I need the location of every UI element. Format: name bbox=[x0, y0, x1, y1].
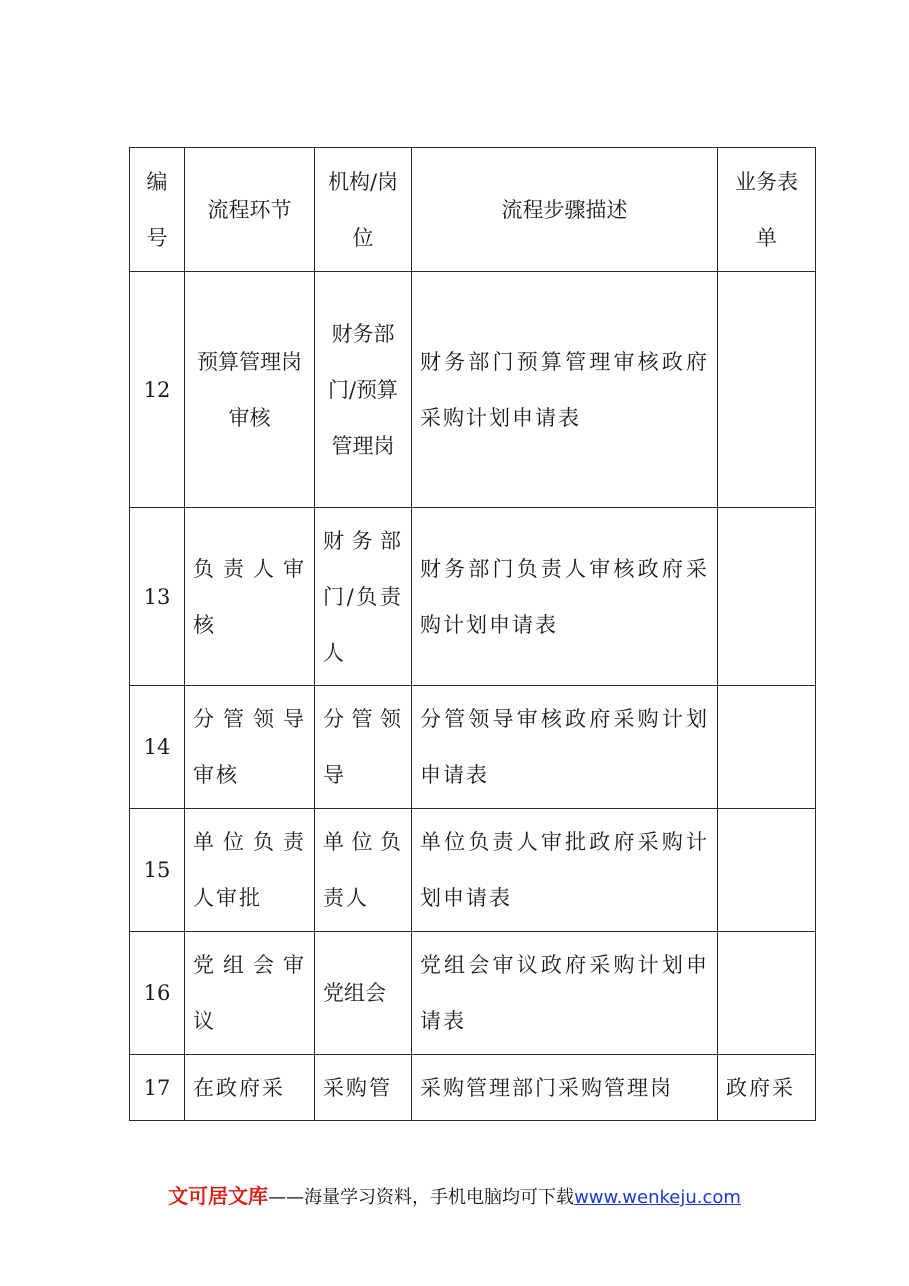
table-row bbox=[130, 809, 816, 932]
row-form bbox=[718, 508, 816, 686]
row-form bbox=[718, 272, 816, 508]
table-row bbox=[130, 272, 816, 508]
brand-name: 文可居文库 bbox=[168, 1184, 269, 1208]
row-description: 单位负责人审批政府采购计划申请表 bbox=[412, 809, 718, 932]
table-row bbox=[130, 686, 816, 809]
row-description: 财务部门预算管理审核政府采购计划申请表 bbox=[412, 272, 718, 508]
row-step: 分管领导审核 bbox=[185, 686, 315, 809]
header-number: 编号 bbox=[130, 148, 185, 272]
row-form-text: 政府采 bbox=[726, 1075, 795, 1100]
row-step: 党组会审议 bbox=[185, 932, 315, 1055]
row-number: 14 bbox=[130, 686, 185, 809]
table-row bbox=[130, 1055, 816, 1121]
row-number: 15 bbox=[130, 809, 185, 932]
row-number: 17 bbox=[130, 1055, 185, 1121]
row-org: 党组会 bbox=[315, 932, 412, 1055]
header-process-step: 流程环节 bbox=[185, 148, 315, 272]
row-step: 单位负责人审批 bbox=[185, 809, 315, 932]
row-form bbox=[718, 809, 816, 932]
row-step: 预算管理岗审核 bbox=[185, 272, 315, 508]
table-header-row bbox=[130, 148, 816, 272]
row-step bbox=[185, 1055, 315, 1121]
row-step: 负责人审核 bbox=[185, 508, 315, 686]
process-table bbox=[129, 147, 816, 1121]
row-description: 财务部门负责人审核政府采购计划申请表 bbox=[412, 508, 718, 686]
website-link[interactable]: www.wenkeju.com bbox=[574, 1187, 741, 1208]
row-number: 12 bbox=[130, 272, 185, 508]
row-form bbox=[718, 1055, 816, 1121]
header-org-position: 机构/岗位 bbox=[315, 148, 412, 272]
row-org: 单位负责人 bbox=[315, 809, 412, 932]
row-step-text: 在政府采 bbox=[193, 1075, 285, 1100]
row-org bbox=[315, 1055, 412, 1121]
row-description: 分管领导审核政府采购计划申请表 bbox=[412, 686, 718, 809]
row-org-text: 采购管 bbox=[323, 1075, 392, 1100]
row-org: 财务部门/预算管理岗 bbox=[315, 272, 412, 508]
table-row bbox=[130, 932, 816, 1055]
row-description: 党组会审议政府采购计划申请表 bbox=[412, 932, 718, 1055]
row-org: 财务部门/负责人 bbox=[315, 508, 412, 686]
row-number: 16 bbox=[130, 932, 185, 1055]
footer-banner bbox=[0, 1180, 909, 1209]
row-description-text: 采购管理部门采购管理岗 bbox=[420, 1075, 673, 1100]
row-number: 13 bbox=[130, 508, 185, 686]
table-row bbox=[130, 508, 816, 686]
row-form bbox=[718, 932, 816, 1055]
footer-tagline: ——海量学习资料，手机电脑均可下载 bbox=[268, 1187, 575, 1208]
header-business-form: 业务表单 bbox=[718, 148, 816, 272]
row-form bbox=[718, 686, 816, 809]
row-org: 分管领导 bbox=[315, 686, 412, 809]
row-description bbox=[412, 1055, 718, 1121]
header-step-description: 流程步骤描述 bbox=[412, 148, 718, 272]
